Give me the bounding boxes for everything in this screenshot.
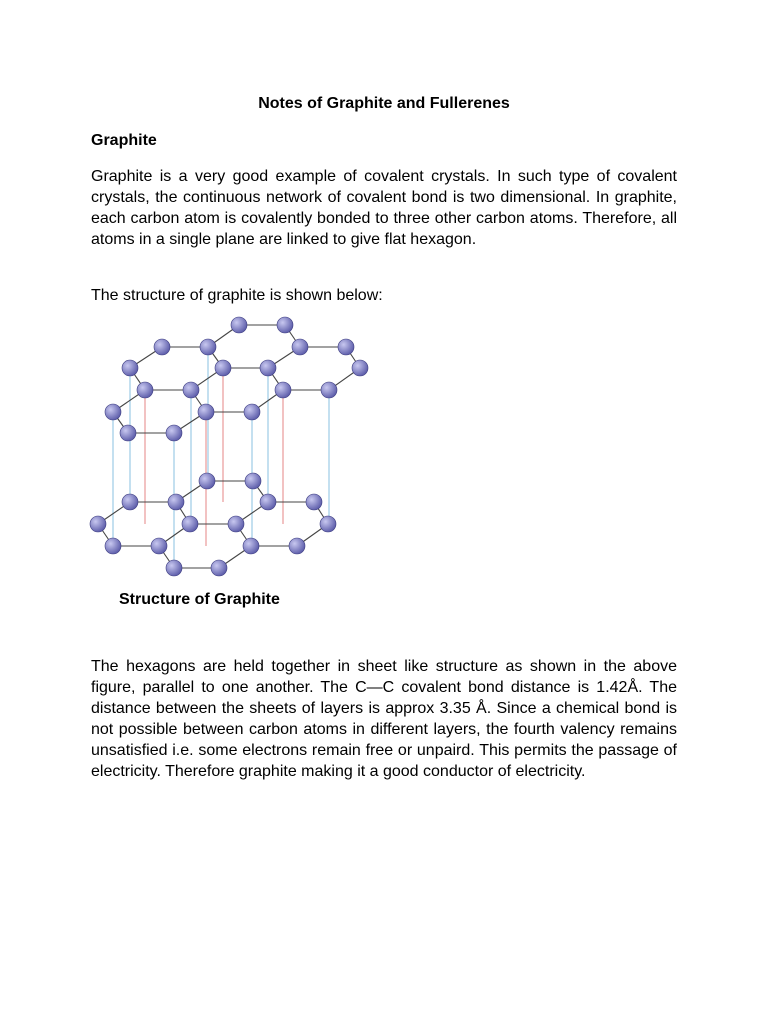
bottom-layer-carbon-atom <box>182 516 198 532</box>
bottom-layer-carbon-atom <box>90 516 106 532</box>
top-layer-carbon-atom <box>321 382 337 398</box>
bottom-layer-carbon-atom <box>199 473 215 489</box>
top-layer-carbon-atom <box>122 360 138 376</box>
top-layer-carbon-atom <box>166 425 182 441</box>
top-layer-carbon-atom <box>200 339 216 355</box>
bottom-layer-carbon-atom <box>168 494 184 510</box>
top-layer-carbon-atom <box>120 425 136 441</box>
bottom-layer-carbon-atom <box>245 473 261 489</box>
top-layer-carbon-atom <box>338 339 354 355</box>
figure-caption: Structure of Graphite <box>119 591 280 608</box>
top-layer-carbon-atom <box>292 339 308 355</box>
section-heading-graphite: Graphite <box>91 132 157 149</box>
top-layer-carbon-atom <box>260 360 276 376</box>
bottom-layer-carbon-atom <box>289 538 305 554</box>
top-layer-carbon-atom <box>352 360 368 376</box>
bottom-layer-carbon-atom <box>260 494 276 510</box>
graphite-structure-figure <box>88 310 378 580</box>
paragraph-structure-lead: The structure of graphite is shown below: <box>91 287 383 304</box>
top-layer-carbon-atom <box>231 317 247 333</box>
top-layer-carbon-atom <box>183 382 199 398</box>
graphite-structure-diagram <box>88 310 378 580</box>
bottom-layer-carbon-atom <box>105 538 121 554</box>
top-layer-carbon-atom <box>244 404 260 420</box>
paragraph-intro: Graphite is a very good example of covalent crystals. In such type of covalent crystals, the continuous network of covalent bond is two dimensional. In graphite, each carbon atom is covalently bonded to three other carbon atoms. Therefore, all atoms in a single plane are linked to give flat hexagon. <box>91 168 677 248</box>
document-title: Notes of Graphite and Fullerenes <box>258 95 510 112</box>
bottom-layer-carbon-atom <box>243 538 259 554</box>
top-layer-carbon-atom <box>198 404 214 420</box>
top-layer-carbon-atom <box>137 382 153 398</box>
top-layer-carbon-atom <box>275 382 291 398</box>
bottom-layer-carbon-atom <box>211 560 227 576</box>
bottom-layer-carbon-atom <box>151 538 167 554</box>
top-layer-carbon-atom <box>277 317 293 333</box>
paragraph-explanation: The hexagons are held together in sheet like structure as shown in the above figure, parallel to one another. The C—C covalent bond distance is 1.42Å. The distance between the sheets of layers is approx 3.35 Å. Since a chemical bond is not possible between carbon atoms in different layers, the fourth valency remains unsatisfied i.e. some electrons remain free or unpaird. This permits the passage of electricity. Therefore graphite making it a good conductor of electricity. <box>91 658 677 780</box>
top-layer-carbon-atom <box>215 360 231 376</box>
bottom-layer-carbon-atom <box>166 560 182 576</box>
bottom-layer-carbon-atom <box>228 516 244 532</box>
bottom-layer-carbon-atom <box>122 494 138 510</box>
top-layer-carbon-atom <box>154 339 170 355</box>
bottom-layer-carbon-atom <box>320 516 336 532</box>
top-layer-carbon-atom <box>105 404 121 420</box>
bottom-layer-carbon-atom <box>306 494 322 510</box>
